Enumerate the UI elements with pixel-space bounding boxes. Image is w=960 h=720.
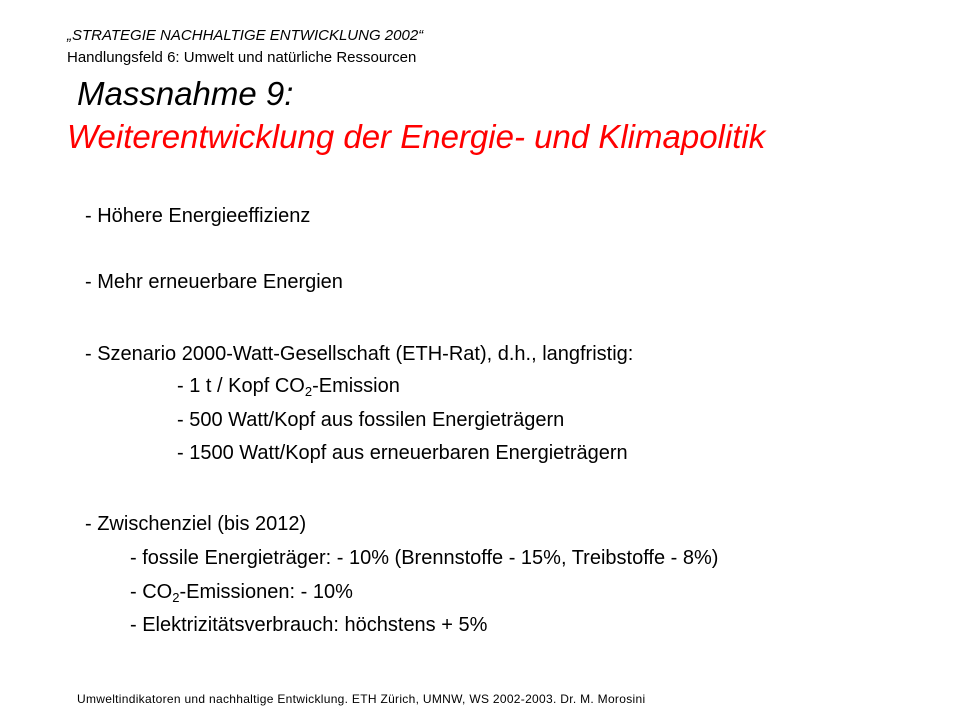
bullet-2000-watt-society: - Szenario 2000-Watt-Gesellschaft (ETH-Rat), d.h., langfristig: — [85, 343, 634, 365]
bullet-renewables: - Mehr erneuerbare Energien — [85, 271, 343, 293]
sub-bullet-electricity: - Elektrizitätsverbrauch: höchstens + 5% — [130, 614, 488, 636]
sub-bullet-co2-emissions-text: - CO — [130, 581, 173, 603]
sub-bullet-co2-emissions-suffix: -Emissionen: - 10% — [179, 581, 353, 603]
subscript-2: 2 — [304, 384, 313, 399]
slide-subheading: Handlungsfeld 6: Umwelt und natürliche Ressourcen — [67, 49, 417, 66]
bullet-energy-efficiency: - Höhere Energieeffizienz — [85, 205, 311, 227]
slide-kicker: „STRATEGIE NACHHALTIGE ENTWICKLUNG 2002“ — [67, 27, 424, 44]
bullet-interim-goal: - Zwischenziel (bis 2012) — [85, 513, 307, 535]
slide-title: Massnahme 9: — [77, 75, 294, 112]
subscript-2: 2 — [172, 590, 180, 605]
sub-bullet-co2-text: - 1 t / Kopf CO — [177, 375, 305, 397]
sub-bullet-co2-suffix: -Emission — [312, 375, 400, 397]
sub-bullet-fossil-watt: - 500 Watt/Kopf aus fossilen Energieträgern — [177, 409, 565, 431]
slide-title-accent: Weiterentwicklung der Energie- und Klimapolitik — [67, 118, 766, 155]
sub-bullet-co2-emissions — [130, 580, 353, 604]
sub-bullet-fossil-fuels: - fossile Energieträger: - 10% (Brennstoffe - 15%, Treibstoffe - 8%) — [130, 547, 719, 569]
sub-bullet-renewable-watt: - 1500 Watt/Kopf aus erneuerbaren Energieträgern — [177, 442, 628, 464]
slide-footer: Umweltindikatoren und nachhaltige Entwicklung. ETH Zürich, UMNW, WS 2002-2003. Dr. M. Morosini — [77, 692, 646, 706]
sub-bullet-co2-per-capita — [177, 374, 400, 398]
